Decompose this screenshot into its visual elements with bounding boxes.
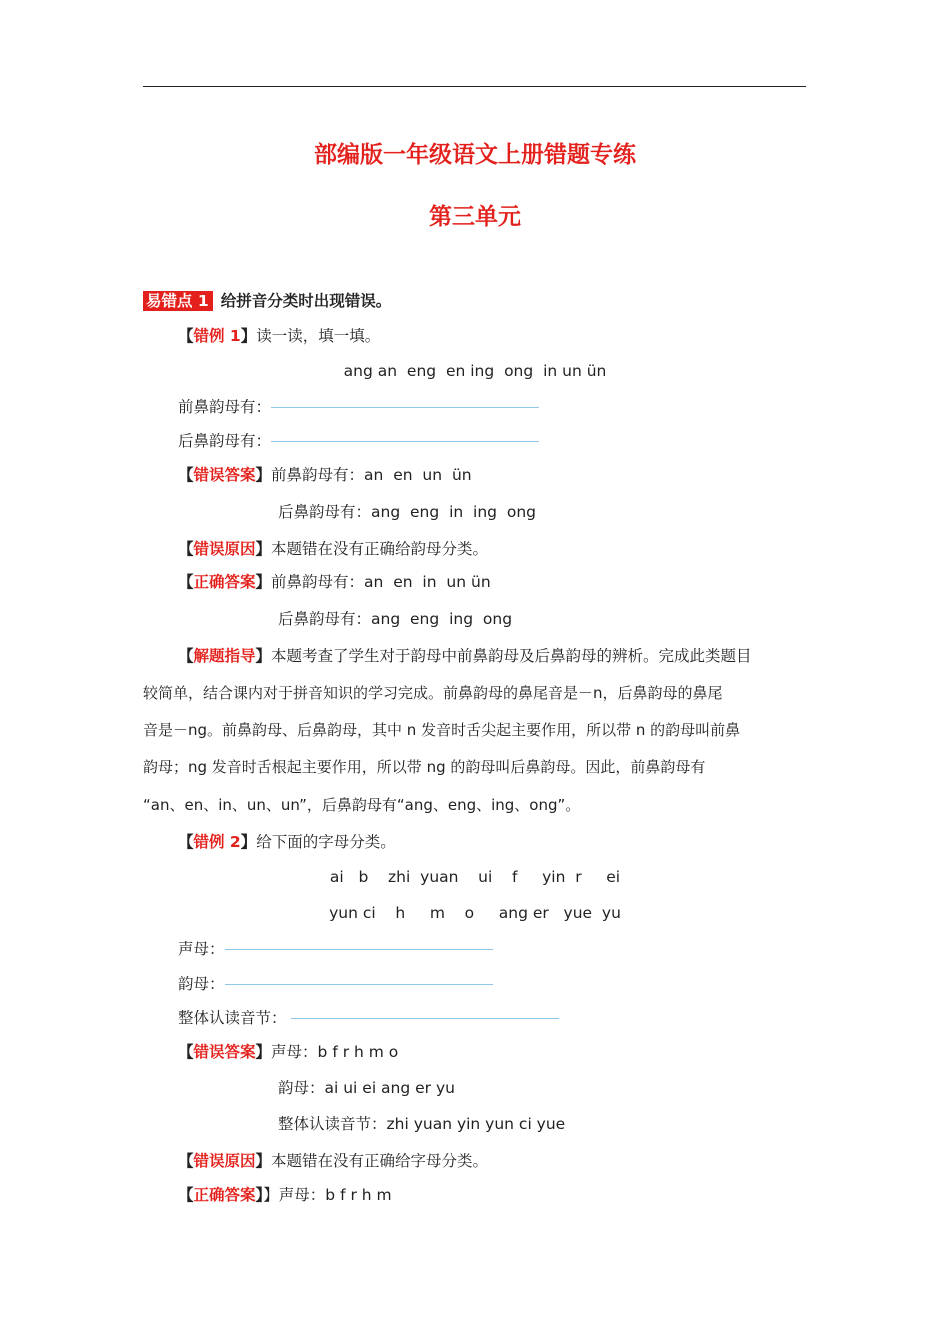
error-point-badge: 易错点 1: [143, 291, 213, 311]
page-title: 部编版一年级语文上册错题专练: [314, 142, 636, 168]
example-2-label: 错例 2: [193, 833, 241, 851]
wrong-answer-2: 【错误答案】声母：b f r h m o: [178, 1043, 399, 1061]
whole-syllables-question: 整体认读音节：: [178, 1008, 559, 1028]
wrong-answer-2-whole: 整体认读音节：zhi yuan yin yun ci yue: [278, 1115, 566, 1133]
wrong-reason-2: 【错误原因】本题错在没有正确给字母分类。: [178, 1152, 489, 1170]
error-point-heading: [143, 291, 391, 311]
finals-question: 韵母：: [178, 974, 493, 994]
whole-syllables-blank[interactable]: [291, 1018, 559, 1019]
guide-line-5: “an、en、in、un、un”，后鼻韵母有“ang、eng、ing、ong”。: [143, 796, 581, 814]
back-nasal-question: 后鼻韵母有：: [178, 431, 539, 451]
initials-question: 声母：: [178, 939, 493, 959]
correct-answer-2: 【正确答案】】声母：b f r h m: [178, 1186, 392, 1204]
front-nasal-question: 前鼻韵母有：: [178, 397, 539, 417]
example-1-prompt: 读一读，填一填。: [256, 327, 381, 345]
guide-line-4: 韵母；ng 发音时舌根起主要作用，所以带 ng 的韵母叫后鼻韵母。因此，前鼻韵母有: [143, 758, 706, 776]
example-1-heading: 【错例 1】读一读，填一填。: [178, 327, 381, 345]
guide-line-1: 【解题指导】本题考查了学生对于韵母中前鼻韵母及后鼻韵母的辨析。完成此类题目: [178, 647, 752, 665]
front-nasal-blank[interactable]: [271, 407, 539, 408]
example-2-heading: 【错例 2】给下面的字母分类。: [178, 833, 396, 851]
example-1-syllables: ang an eng en ing ong in un ün: [343, 362, 607, 380]
finals-blank[interactable]: [225, 984, 493, 985]
header-rule: [143, 86, 806, 87]
wrong-answer-1-back: 后鼻韵母有：ang eng in ing ong: [278, 503, 537, 521]
wrong-answer-2-finals: 韵母：ai ui ei ang er yu: [278, 1079, 455, 1097]
example-2-row-1: ai b zhi yuan ui f yin r ei: [329, 868, 621, 886]
example-2-prompt: 给下面的字母分类。: [256, 833, 396, 851]
correct-answer-1: 【正确答案】前鼻韵母有：an en in un ün: [178, 573, 491, 591]
page-subtitle: 第三单元: [429, 204, 521, 230]
initials-blank[interactable]: [225, 949, 493, 950]
guide-line-2: 较简单，结合课内对于拼音知识的学习完成。前鼻韵母的鼻尾音是－n，后鼻韵母的鼻尾: [143, 684, 723, 702]
back-nasal-blank[interactable]: [271, 441, 539, 442]
example-1-label: 错例 1: [193, 327, 241, 345]
wrong-reason-1: 【错误原因】本题错在没有正确给韵母分类。: [178, 540, 489, 558]
wrong-answer-1: 【错误答案】前鼻韵母有：an en un ün: [178, 466, 472, 484]
error-point-text: 给拼音分类时出现错误。: [220, 292, 392, 310]
example-2-row-2: yun ci h m o ang er yue yu: [329, 904, 621, 922]
correct-answer-1-back: 后鼻韵母有：ang eng ing ong: [278, 610, 513, 628]
guide-line-3: 音是－ng。前鼻韵母、后鼻韵母，其中 n 发音时舌尖起主要作用，所以带 n 的韵母叫前鼻: [143, 721, 741, 739]
